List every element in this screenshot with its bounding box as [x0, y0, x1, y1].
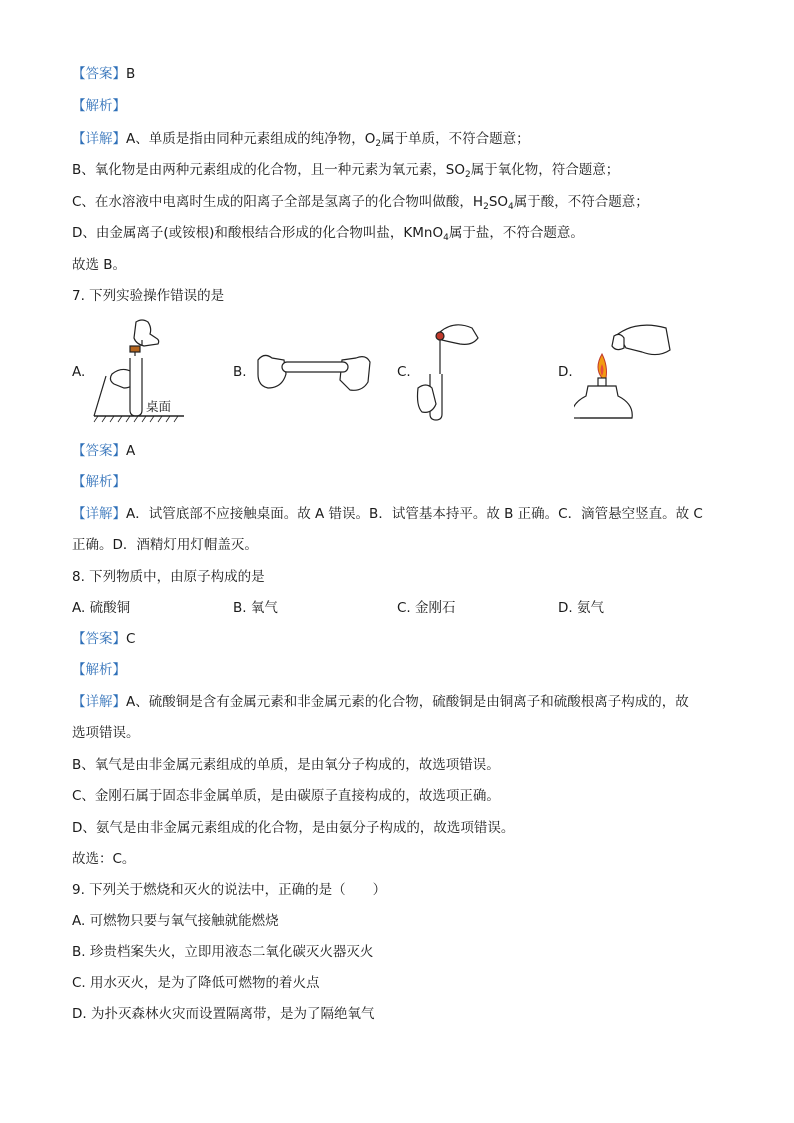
- q8-detail-line-2: 选项错误。: [72, 725, 140, 741]
- q7-option-a-label: A.: [72, 364, 86, 380]
- analysis-tag: 【解析】: [72, 98, 126, 114]
- q6-analysis-line: [72, 96, 126, 116]
- detail-tag: 【详解】: [72, 694, 126, 710]
- text-segment: B、氧化物是由两种元素组成的化合物，且一种元素为氧元素，SO: [72, 162, 465, 178]
- analysis-tag: 【解析】: [72, 662, 126, 678]
- q9-option-d: D. 为扑灭森林火灾而设置隔离带，是为了隔绝氧气: [72, 1006, 375, 1022]
- q8-detail-line-4: C、金刚石属于固态非金属单质，是由碳原子直接构成的，故选项正确。: [72, 788, 500, 804]
- q8-detail-line-5: D、氨气是由非金属元素组成的化合物，是由氨分子构成的，故选项错误。: [72, 820, 515, 836]
- q7-detail-line-1: [72, 504, 703, 524]
- q7-stem: 7. 下列实验操作错误的是: [72, 288, 225, 304]
- text-segment: A、单质是指由同种元素组成的纯净物，O: [126, 131, 376, 147]
- subscript: 2: [375, 139, 382, 149]
- subscript: 2: [483, 202, 489, 212]
- q8-option-c: C. 金刚石: [397, 600, 456, 616]
- q8-option-b: B. 氧气: [233, 600, 278, 616]
- text-segment: 属于盐，不符合题意。: [448, 225, 584, 241]
- q8-option-d: D. 氨气: [558, 600, 604, 616]
- q7-detail-line-2: 正确。D．酒精灯用灯帽盖灭。: [72, 537, 258, 553]
- q8-analysis-line: [72, 660, 126, 680]
- text-segment: 属于氧化物，符合题意；: [470, 162, 620, 178]
- q6-conclusion: 故选 B。: [72, 257, 127, 273]
- detail-tag: 【详解】: [72, 131, 126, 147]
- q8-detail-line-3: B、氧气是由非金属元素组成的单质，是由氧分子构成的，故选项错误。: [72, 757, 500, 773]
- q6-detail-line-3: [72, 192, 649, 217]
- subscript: 2: [464, 170, 471, 180]
- horizontal-test-tube-illustration: [254, 340, 374, 396]
- subscript: 4: [508, 202, 514, 212]
- answer-value: C: [126, 631, 136, 647]
- q7-option-d-label: D.: [558, 364, 573, 380]
- answer-value: B: [126, 66, 136, 82]
- desk-label: 桌面: [146, 399, 172, 414]
- q8-stem: 8. 下列物质中，由原子构成的是: [72, 569, 265, 585]
- q9-option-c: C. 用水灭火，是为了降低可燃物的着火点: [72, 975, 320, 991]
- q7-analysis-line: [72, 472, 126, 492]
- text-segment: SO: [488, 194, 509, 210]
- answer-tag: 【答案】: [72, 631, 126, 647]
- detail-tag: 【详解】: [72, 506, 126, 522]
- q6-detail-line-4: [72, 223, 584, 248]
- answer-value: A: [126, 443, 136, 459]
- q8-option-a: A. 硫酸铜: [72, 600, 131, 616]
- text-segment: C、在水溶液中电离时生成的阳离子全部是氢离子的化合物叫做酸，H: [72, 194, 484, 210]
- q6-detail-line-1: [72, 129, 530, 154]
- text-segment: 属于单质，不符合题意；: [381, 131, 530, 147]
- answer-tag: 【答案】: [72, 66, 126, 82]
- text-segment: A．试管底部不应接触桌面。故 A 错误。B．试管基本持平。故 B 正确。C．滴管悬空竖直。故 C: [126, 506, 703, 522]
- q9-stem: 9. 下列关于燃烧和灭火的说法中，正确的是（ ）: [72, 882, 387, 898]
- analysis-tag: 【解析】: [72, 474, 126, 490]
- subscript: 4: [443, 233, 449, 243]
- dropper-illustration: [414, 320, 484, 428]
- text-segment: 属于酸，不符合题意；: [513, 194, 649, 210]
- q7-option-b-label: B.: [233, 364, 247, 380]
- q7-answer-line: [72, 441, 135, 461]
- q7-option-c-label: C.: [397, 364, 411, 380]
- text-segment: A、硫酸铜是含有金属元素和非金属元素的化合物，硫酸铜是由铜离子和硫酸根离子构成的，故: [126, 694, 689, 710]
- alcohol-lamp-illustration: [574, 320, 674, 428]
- q6-detail-line-2: [72, 160, 619, 185]
- q8-conclusion: 故选：C。: [72, 851, 136, 867]
- answer-tag: 【答案】: [72, 443, 126, 459]
- q8-answer-line: [72, 629, 135, 649]
- q9-option-b: B. 珍贵档案失火，立即用液态二氧化碳灭火器灭火: [72, 944, 374, 960]
- q6-answer-line: [72, 64, 135, 84]
- test-tube-stopper-illustration: [84, 318, 194, 428]
- q8-detail-line-1: [72, 692, 689, 712]
- text-segment: D、由金属离子(或铵根)和酸根结合形成的化合物叫盐，KMnO: [72, 225, 444, 241]
- q9-option-a: A. 可燃物只要与氧气接触就能燃烧: [72, 913, 279, 929]
